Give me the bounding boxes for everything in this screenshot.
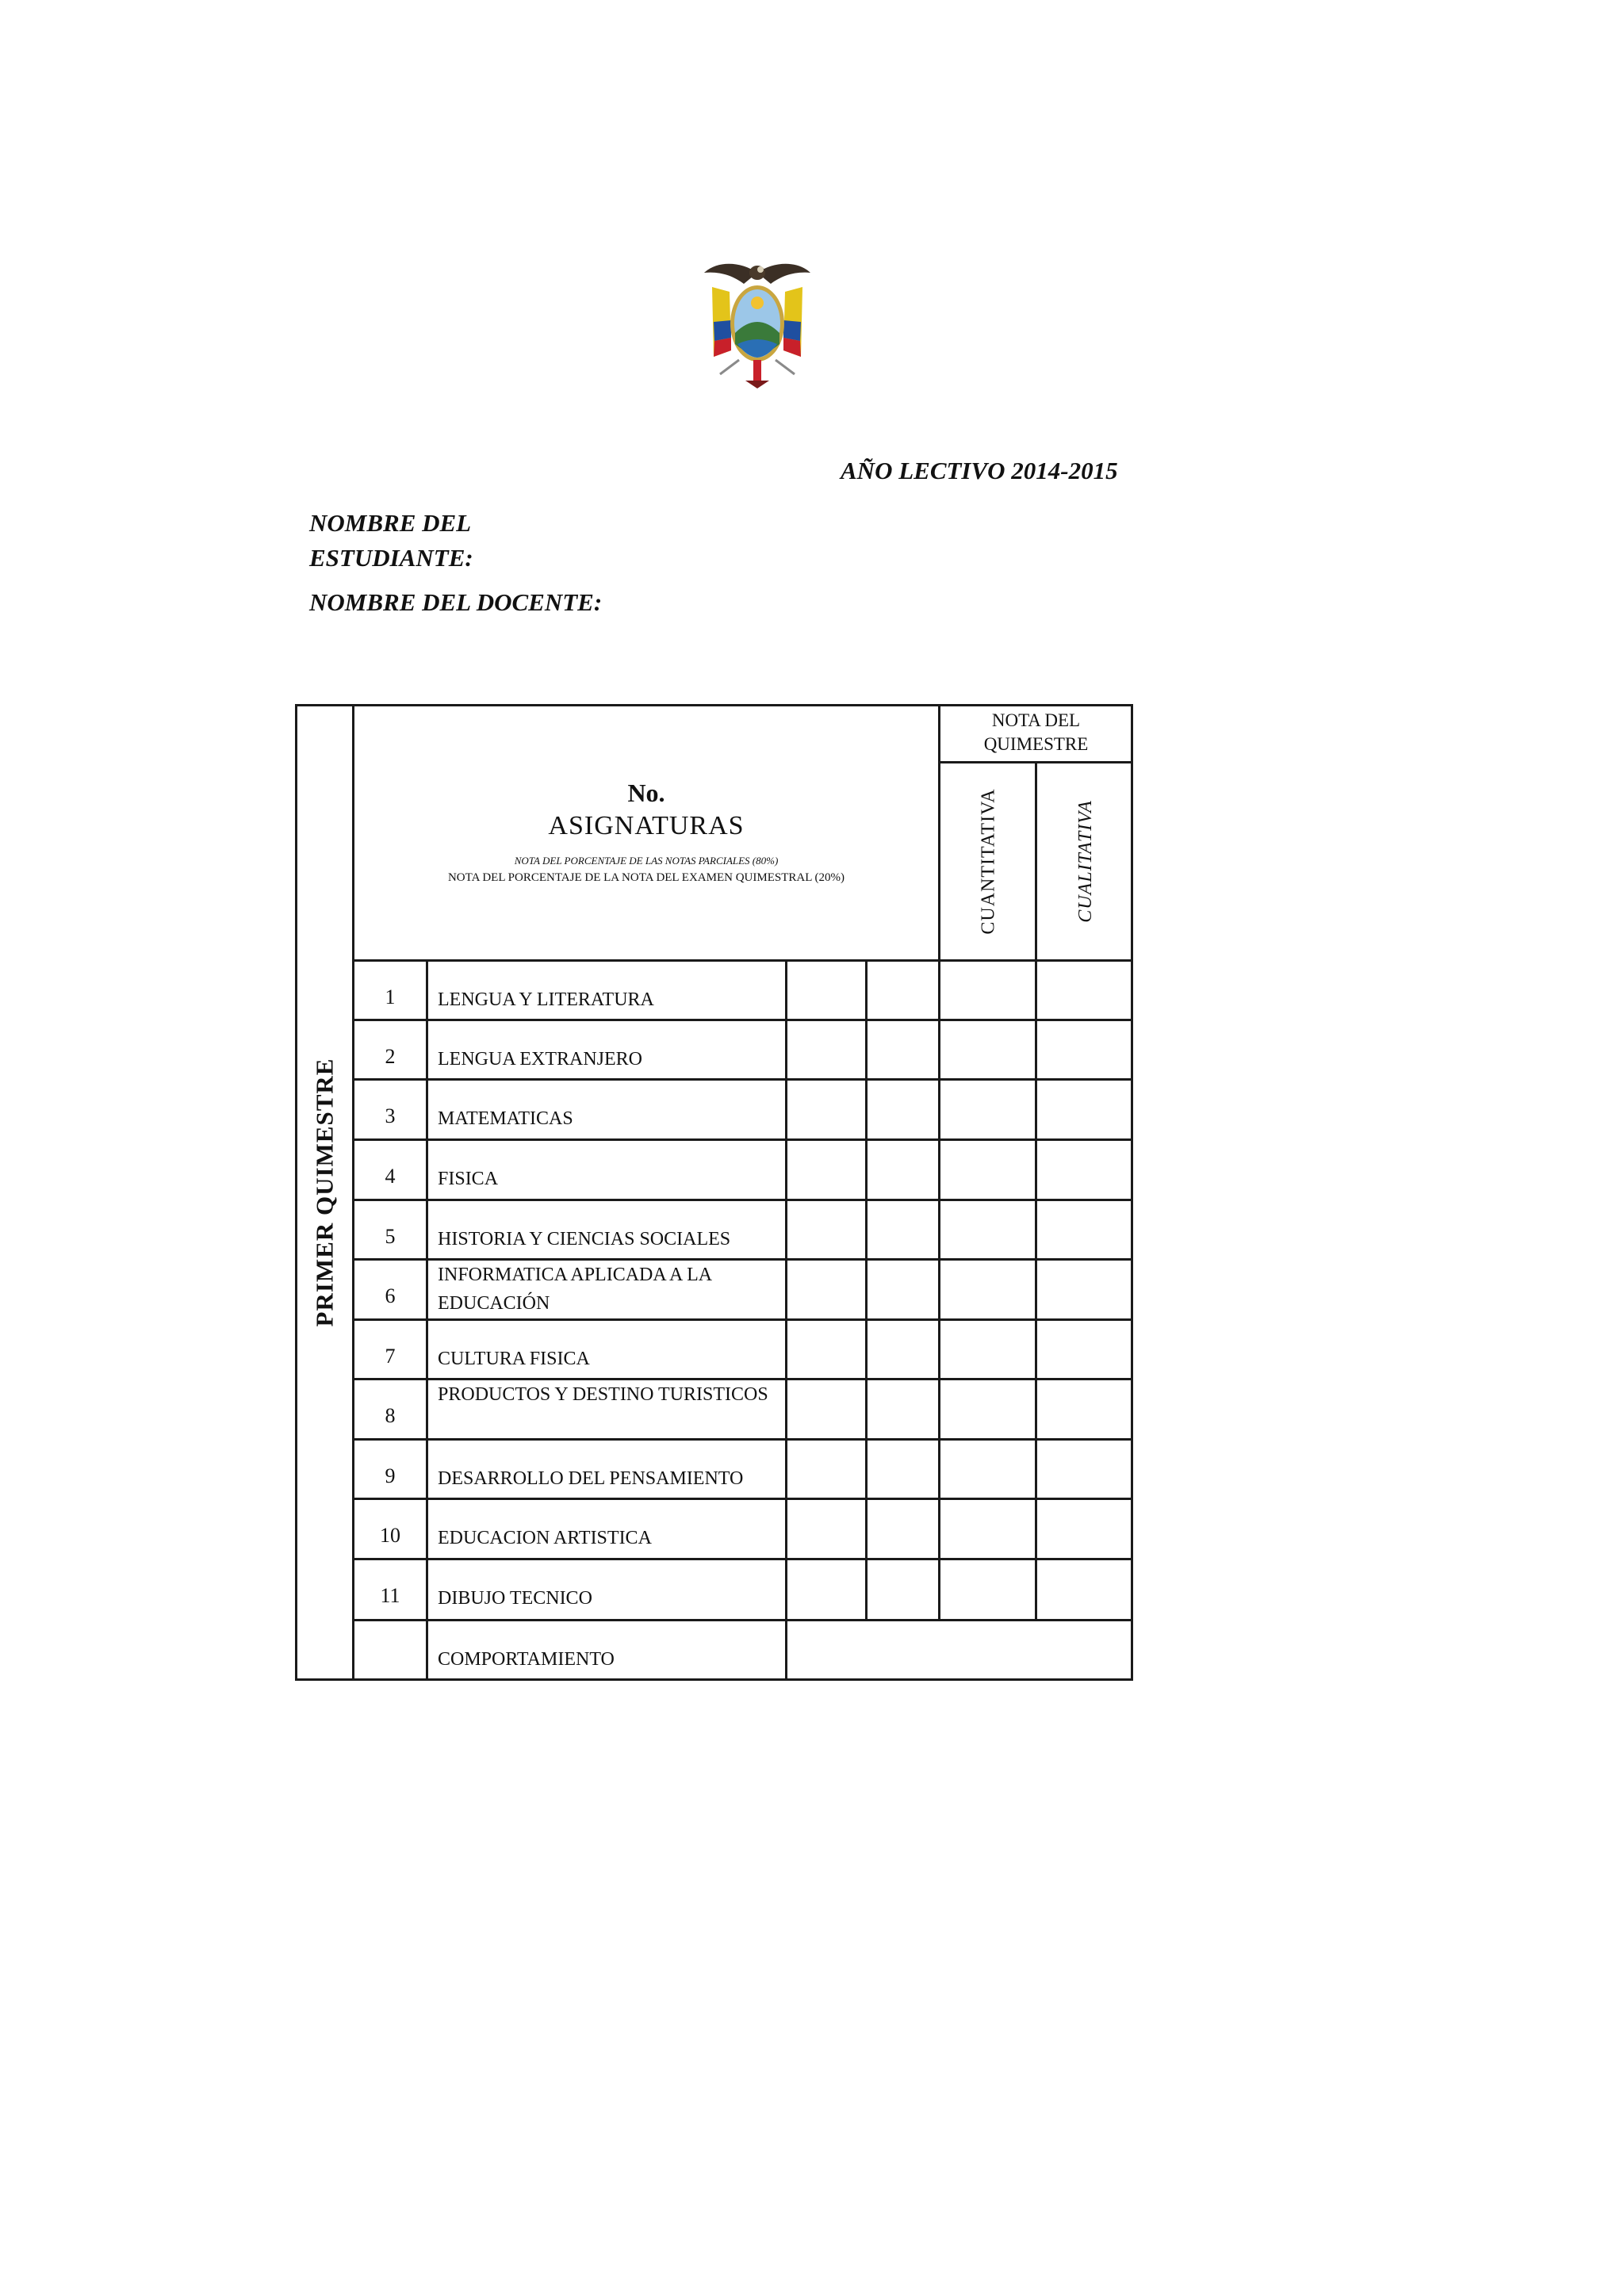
ecuador-coat-of-arms-icon	[698, 255, 817, 390]
row-subject: HISTORIA Y CIENCIAS SOCIALES	[438, 1229, 731, 1249]
row-number: 7	[385, 1345, 396, 1368]
student-name-label: NOMBRE DEL ESTUDIANTE:	[309, 509, 473, 572]
teacher-name-label: NOMBRE DEL DOCENTE:	[309, 588, 603, 616]
row-subject: EDUCACION ARTISTICA	[438, 1528, 652, 1548]
qualitative-header	[1037, 761, 1134, 961]
quantitative-header	[940, 761, 1037, 961]
row-number: 9	[385, 1464, 396, 1487]
row-subject: LENGUA Y LITERATURA	[438, 989, 654, 1010]
row-number: 10	[380, 1524, 400, 1547]
row-number: 1	[385, 985, 396, 1008]
header-partial-note: NOTA DEL PORCENTAJE DE LAS NOTAS PARCIALES (80%)	[514, 855, 779, 867]
row-subject: MATEMATICAS	[438, 1108, 573, 1129]
row-subject: DIBUJO TECNICO	[438, 1588, 592, 1609]
quantitative-label: CUANTITATIVA	[978, 787, 999, 935]
row-number: 11	[380, 1584, 400, 1607]
table-header	[354, 761, 939, 920]
row-subject: INFORMATICA APLICADA A LA EDUCACIÓN	[438, 1265, 711, 1314]
grade-group-label: NOTA DEL QUIMESTRE	[983, 710, 1089, 754]
term-label	[295, 704, 354, 1681]
row-number: 2	[385, 1045, 396, 1068]
partial-column-line	[865, 959, 868, 1621]
header-number: No.	[627, 779, 665, 807]
row-number: 6	[385, 1284, 396, 1307]
header-subjects: ASIGNATURAS	[548, 811, 745, 840]
row-subject: FISICA	[438, 1169, 499, 1189]
row-number: 3	[385, 1104, 396, 1127]
row-number: 8	[385, 1404, 396, 1427]
qualitative-label: CUALITATIVA	[1074, 799, 1096, 923]
row-subject: DESARROLLO DEL PENSAMIENTO	[438, 1468, 744, 1489]
grade-group-header	[939, 704, 1133, 761]
row-number: 4	[385, 1165, 396, 1188]
header-exam-note: NOTA DEL PORCENTAJE DE LA NOTA DEL EXAMEN QUIMESTRAL (20%)	[447, 871, 845, 884]
row-subject: LENGUA EXTRANJERO	[438, 1049, 642, 1070]
behavior-label: COMPORTAMIENTO	[438, 1649, 615, 1670]
school-year: AÑO LECTIVO 2014-2015	[841, 457, 1118, 484]
row-subject: PRODUCTOS Y DESTINO TURISTICOS	[438, 1384, 768, 1405]
row-subject: CULTURA FISICA	[438, 1349, 590, 1369]
row-number: 5	[385, 1225, 396, 1248]
term-label-text: PRIMER QUIMESTRE	[310, 1058, 339, 1327]
